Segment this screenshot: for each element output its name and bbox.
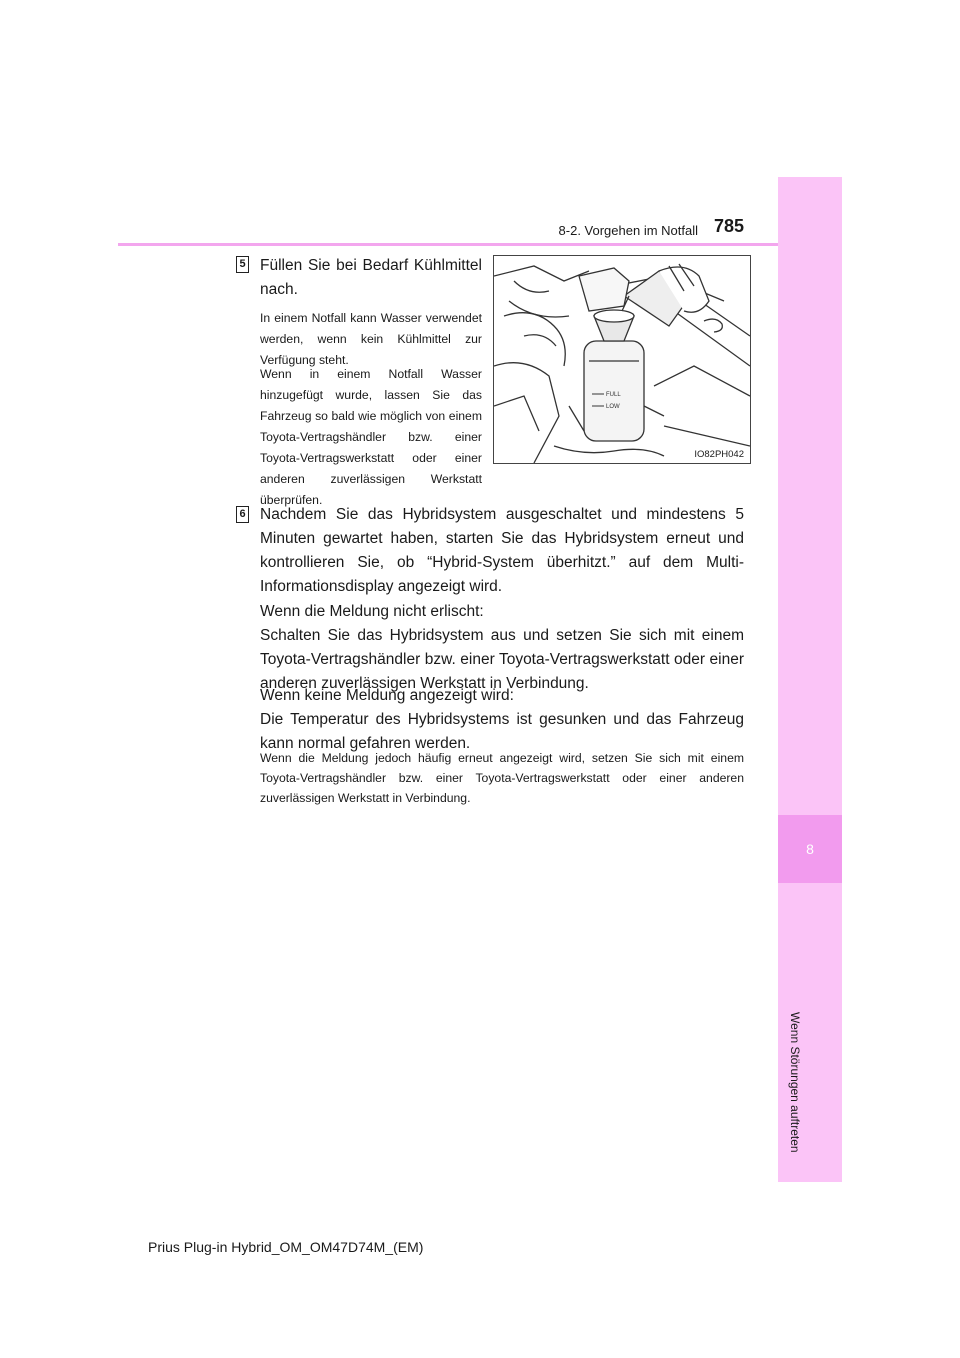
case-2-body: Die Temperatur des Hybridsystems ist gesunken und das Fahrzeug kann normal gefahren werden.: [260, 711, 744, 752]
reservoir-low-label: LOW: [606, 404, 620, 410]
case-1-heading: Wenn die Meldung nicht erlischt:: [260, 603, 484, 620]
page-number: 785: [713, 216, 744, 236]
step-6-note: Wenn die Meldung jedoch häufig erneut angezeigt wird, setzen Sie sich mit einem Toyota-Vertragshändler bzw. einer Toyota-Vertragswerkstatt oder einer anderen zuverlässigen Werkstatt in Verbindung.: [260, 751, 744, 805]
step-5-note-2: Wenn in einem Notfall Wasser hinzugefügt wurde, lassen Sie das Fahrzeug so bald wie möglich von einem Toyota-Vertragshändler bzw. einer Toyota-Vertragswerkstatt oder einer anderen zuverlässigen Werkstatt überprüfen.: [260, 367, 482, 507]
document-id: Prius Plug-in Hybrid_OM_OM47D74M_(EM): [148, 1239, 424, 1255]
case-2-heading: Wenn keine Meldung angezeigt wird:: [260, 687, 514, 704]
chapter-title-text: Wenn Störungen auftreten: [788, 1012, 802, 1153]
figure-code: IO82PH042: [694, 449, 744, 460]
header-rule: [118, 243, 778, 246]
step-5-instruction: Füllen Sie bei Bedarf Kühlmittel nach.: [260, 257, 482, 298]
step-6-instruction: Nachdem Sie das Hybridsystem ausgeschaltet und mindestens 5 Minuten gewartet haben, starten Sie das Hybridsystem erneut und kontrollieren Sie, ob “Hybrid-System überhitzt.” auf dem Multi-Informationsdisplay angezeigt wird.: [260, 506, 744, 595]
section-title: 8-2. Vorgehen im Notfall: [558, 223, 698, 238]
case-1-body: Schalten Sie das Hybridsystem aus und setzen Sie sich mit einem Toyota-Vertragshändler bzw. einer Toyota-Vertragswerkstatt oder einer anderen zuverlässigen Werkstatt in Verbindung.: [260, 627, 744, 692]
coolant-refill-illustration: [494, 256, 750, 463]
step-6-case-2: [260, 684, 744, 756]
step-6-case-1: [260, 600, 744, 696]
step-6-badge: 6: [236, 506, 249, 523]
step-5-note-1: In einem Notfall kann Wasser verwendet werden, wenn kein Kühlmittel zur Verfügung steht.: [260, 311, 482, 367]
step-5-badge: 5: [236, 256, 249, 273]
coolant-figure: [493, 255, 751, 464]
reservoir-full-label: FULL: [606, 392, 621, 398]
chapter-number: 8: [778, 815, 842, 883]
